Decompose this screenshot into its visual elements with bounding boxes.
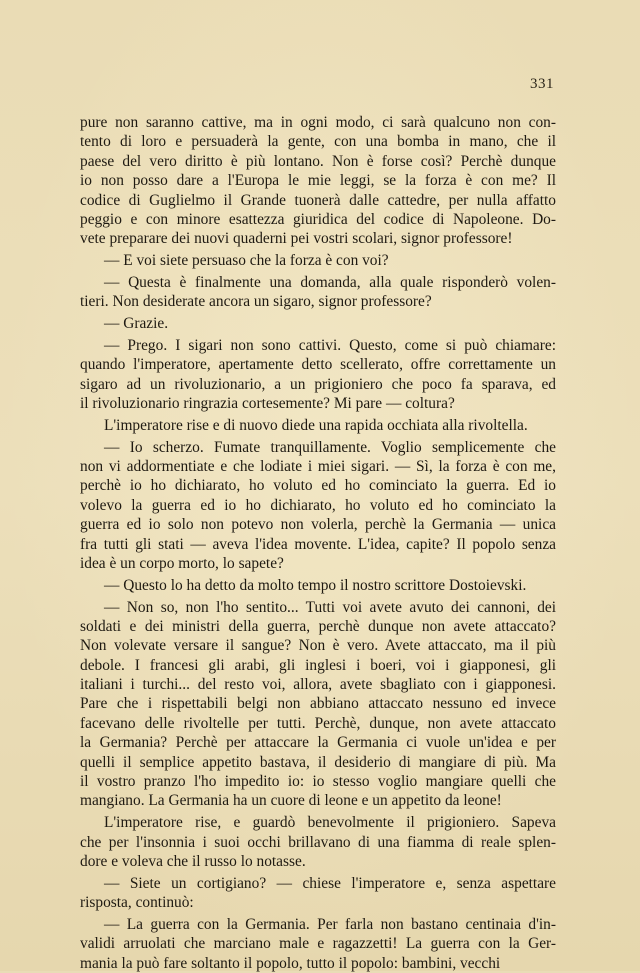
paragraph (80, 314, 556, 333)
text-line: facevano delle rivoltelle per tutti. Perchè, dunque, non avete attaccato (80, 714, 556, 732)
text-line: perchè io ho dichiarato, ho voluto ed ho cominciato la guerra. Ed io (80, 477, 556, 495)
text-line: tento di loro e persuaderà la gente, con una bomba in mano, che il (80, 133, 556, 151)
text-line: dore e voleva che il russo lo notasse. (80, 852, 306, 870)
text-line: — Non so, non l'ho sentito... Tutti voi avete avuto dei cannoni, dei (104, 598, 556, 616)
text-line: codice di Guglielmo il Grande tuonerà dalle cattedre, per nulla affatto (80, 191, 556, 209)
text-line: io non posso dare a l'Europa le mie leggi, se la forza è con me? Il (80, 172, 556, 190)
text-line: — Questa è finalmente una domanda, alla quale risponderò volen- (104, 273, 556, 291)
text-line: soldati e dei ministri della guerra, perchè dunque non avete attaccato? (80, 617, 556, 635)
text-line: il vostro pranzo l'ho impedito io: io stesso voglio mangiare quelli che (80, 773, 556, 791)
text-line: quando l'imperatore, apertamente detto scellerato, offre correttamente un (80, 356, 556, 374)
text-line: — Prego. I sigari non sono cattivi. Questo, come si può chiamare: (104, 336, 556, 354)
text-line: il rivoluzionario ringrazia cortesemente? Mi pare — coltura? (80, 395, 455, 413)
text-line: che per l'insonnia i suoi occhi brillavano di una fiamma di reale splen- (80, 833, 556, 851)
paragraph (80, 113, 556, 249)
text-line: italiani i turchi... del resto voi, allora, avete sbagliato con i giapponesi. (80, 676, 556, 694)
text-line: — Siete un cortigiano? — chiese l'imperatore e, senza aspettare (104, 874, 556, 892)
paragraph (80, 416, 556, 435)
text-line: debole. I francesi gli arabi, gli inglesi i boeri, voi i giapponesi, gli (80, 656, 556, 674)
text-line: Non volevate versare il sangue? Non è vero. Avete attaccato, ma il più (80, 637, 556, 655)
text-line: L'imperatore rise, e guardò benevolmente il prigioniero. Sapeva (104, 814, 556, 832)
paragraph (80, 336, 556, 414)
paragraph (80, 273, 556, 312)
paragraph (80, 438, 556, 574)
paragraph (80, 874, 556, 913)
paragraph (80, 576, 556, 595)
text-line: L'imperatore rise e di nuovo diede una rapida occhiata alla rivoltella. (104, 416, 528, 434)
text-line: — Io scherzo. Fumate tranquillamente. Voglio semplicemente che (104, 438, 556, 456)
text-line: volevo la guerra ed io ho dichiarato, ho voluto ed ho cominciato la (80, 496, 556, 514)
text-line: peggio e con minore esattezza giuridica del codice di Napoleone. Do- (80, 210, 556, 228)
text-line: paese del vero diritto è più lontano. Non è forse così? Perchè dunque (80, 152, 556, 170)
text-line: — E voi siete persuaso che la forza è con voi? (104, 252, 389, 270)
text-line: validi arruolati che marciano male e ragazzetti! La guerra con la Ger- (80, 935, 556, 953)
text-line: mania la può fare soltanto il popolo, tutto il popolo: bambini, vecchi (80, 954, 501, 972)
text-line: guerra ed io solo non potevo non volerla, perchè la Germania — unica (80, 516, 556, 534)
text-line: sigaro ad un rivoluzionario, a un prigioniero che poco fa sparava, ed (80, 375, 556, 393)
text-line: tieri. Non desiderate ancora un sigaro, signor professore? (80, 293, 432, 311)
text-line: risposta, continuò: (80, 894, 194, 912)
text-line: vete preparare dei nuovi quaderni pei vostri scolari, signor professore! (80, 230, 513, 248)
text-line: fra tutti gli stati — aveva l'idea movente. L'idea, capite? Il popolo senza (80, 535, 556, 553)
paragraph (80, 915, 556, 973)
page-number: 331 (530, 76, 554, 92)
text-line: la Germania? Perchè per attaccare la Germania ci vuole un'idea e per (80, 734, 556, 752)
text-line: non vi addormentiate e che lodiate i miei sigari. — Sì, la forza è con me, (80, 457, 556, 475)
text-line: Pare che i rispettabili belgi non abbiano attaccato nessuno ed invece (80, 695, 556, 713)
text-line: quelli il semplice appetito bastava, il desiderio di mangiare di più. Ma (80, 753, 556, 771)
text-line: — La guerra con la Germania. Per farla non bastano centinaia d'in- (104, 915, 556, 933)
text-line: pure non saranno cattive, ma in ogni modo, ci sarà qualcuno non con- (80, 114, 556, 131)
text-line: — Grazie. (104, 315, 169, 333)
body-text (80, 113, 556, 973)
paragraph (80, 598, 556, 811)
paragraph (80, 251, 556, 270)
text-line: — Questo lo ha detto da molto tempo il nostro scrittore Dostoievski. (104, 576, 527, 594)
text-line: mangiano. La Germania ha un cuore di leone e un appetito da leone! (80, 792, 502, 810)
paragraph (80, 813, 556, 871)
text-line: idea è un corpo morto, lo sapete? (80, 554, 284, 572)
